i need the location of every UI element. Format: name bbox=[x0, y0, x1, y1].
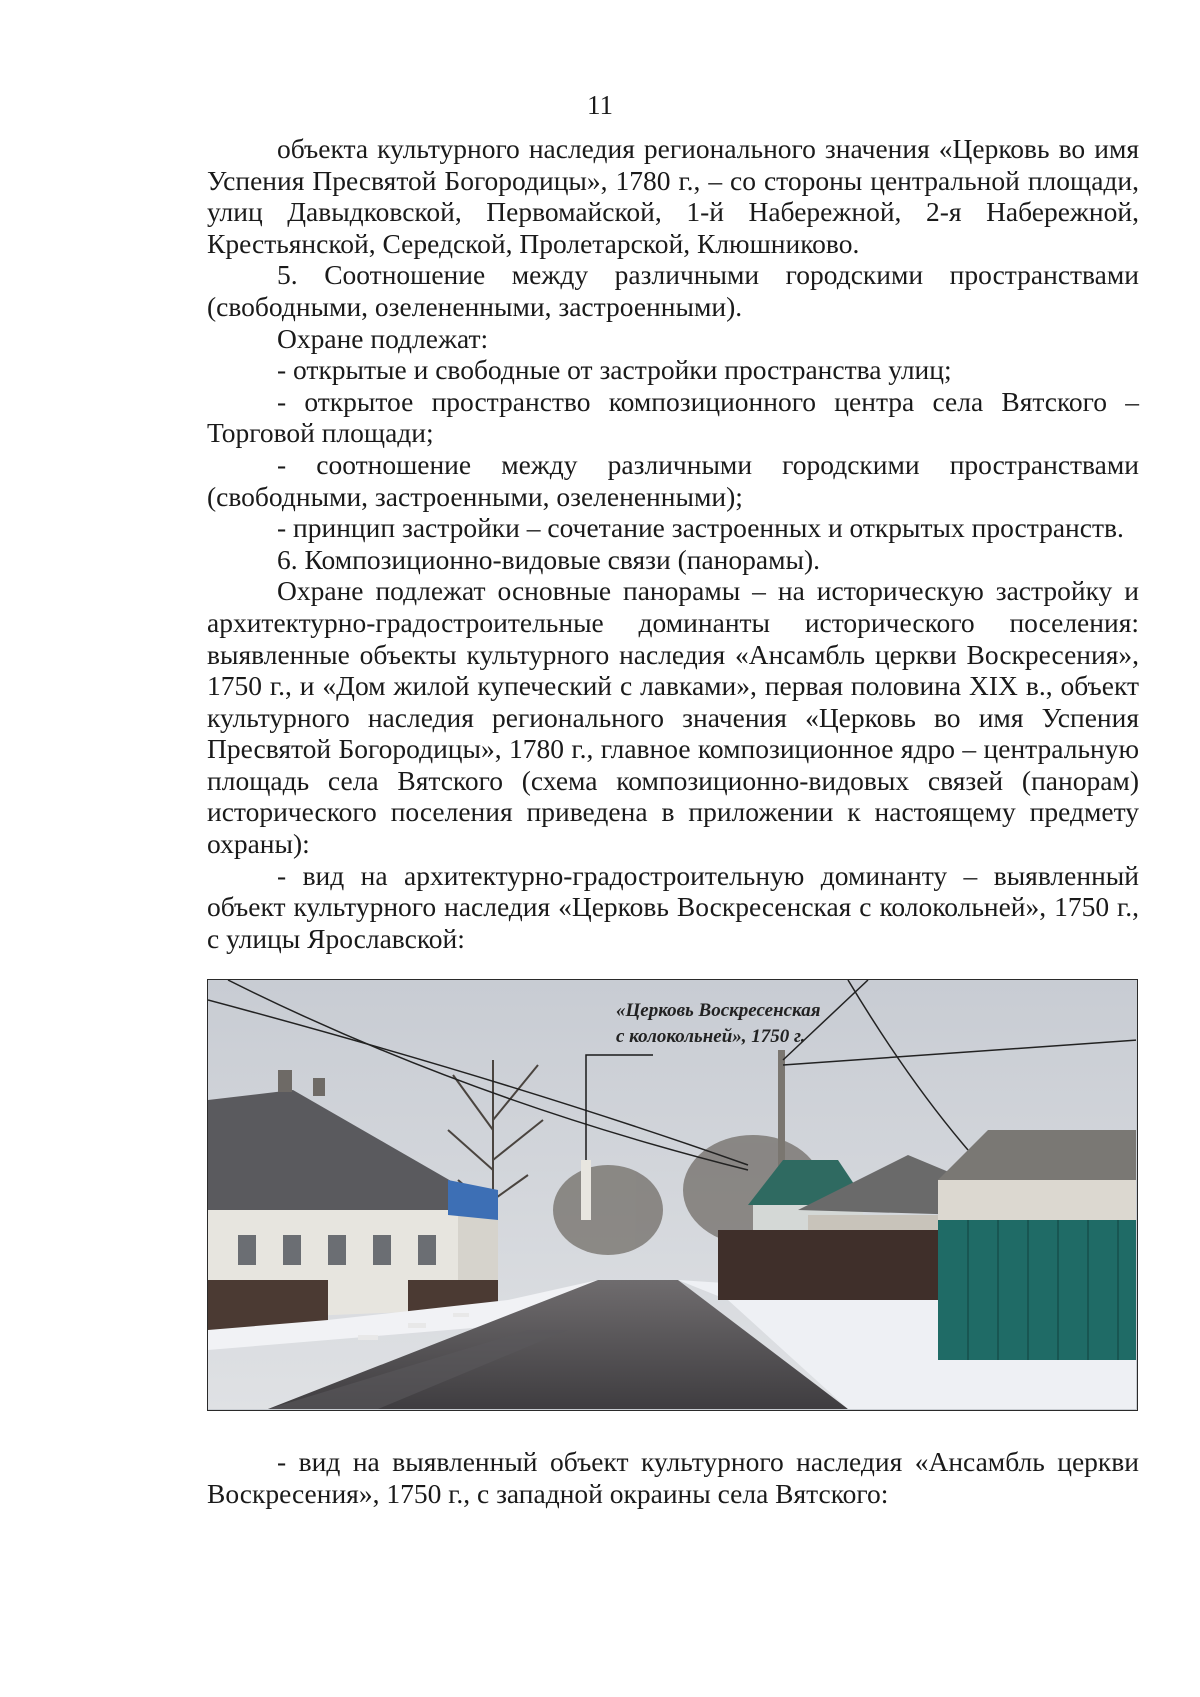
photo-caption bbox=[616, 998, 916, 1050]
list-item-building-principle: - принцип застройки – сочетание застроенных и открытых пространств. bbox=[277, 512, 1124, 544]
street-photo bbox=[207, 979, 1138, 1411]
paragraph-panoramas: Охране подлежат основные панорамы – на историческую застройку и архитектурно-градостроительные доминанты исторического поселения: выявленные объекты культурного наследия «Ансамбль церкви Воскресения», 1750 г., и «Дом жилой купеческий с лавками», первая половина XIX в., объект культурного наследия регионального значения «Церковь во имя Успения Пресвятой Богородицы», 1780 г., главное композиционное ядро – центральную площадь села Вятского (схема композиционно-видовых связей (панорам) исторического поселения приведена в приложении к настоящему предмету охраны): bbox=[207, 575, 1139, 860]
paragraph-section-5: 5. Соотношение между различными городскими пространствами (свободными, озелененными, застроенными). bbox=[207, 259, 1139, 322]
body-text-top bbox=[207, 133, 1139, 954]
paragraph-object-continuation: объекта культурного наследия регионального значения «Церковь во имя Успения Пресвятой Богородицы», 1780 г., – со стороны центральной площади, улиц Давыдковской, Первомайской, 1-й Набережной, 2-я Набережной, Крестьянской, Середской, Пролетарской, Клюшниково. bbox=[207, 133, 1139, 259]
body-text-bottom bbox=[207, 1446, 1139, 1509]
photo-caption-line-1: «Церковь Воскресенская bbox=[616, 1000, 821, 1021]
list-item-open-spaces: - открытые и свободные от застройки пространства улиц; bbox=[277, 354, 952, 386]
paragraph-section-6: 6. Композиционно-видовые связи (панорамы). bbox=[277, 543, 821, 575]
list-item-view-yaroslavskaya: - вид на архитектурно-градостроительную доминанту – выявленный объект культурного наследия «Церковь Воскресенская с колокольней», 1750 г., с улицы Ярославской: bbox=[207, 859, 1139, 954]
page-number: 11 bbox=[587, 90, 613, 120]
list-item-trade-square: - открытое пространство композиционного центра села Вятского – Торговой площади; bbox=[207, 385, 1139, 449]
list-item-space-ratio: - соотношение между различными городскими пространствами (свободными, застроенными, озелененными); bbox=[207, 448, 1139, 512]
photo-caption-line-2: с колокольней», 1750 г. bbox=[616, 1026, 806, 1047]
list-item-view-west-outskirts: - вид на выявленный объект культурного наследия «Ансамбль церкви Воскресения», 1750 г., с западной окраины села Вятского: bbox=[207, 1446, 1139, 1509]
paragraph-protection-heading: Охране подлежат: bbox=[277, 322, 489, 354]
